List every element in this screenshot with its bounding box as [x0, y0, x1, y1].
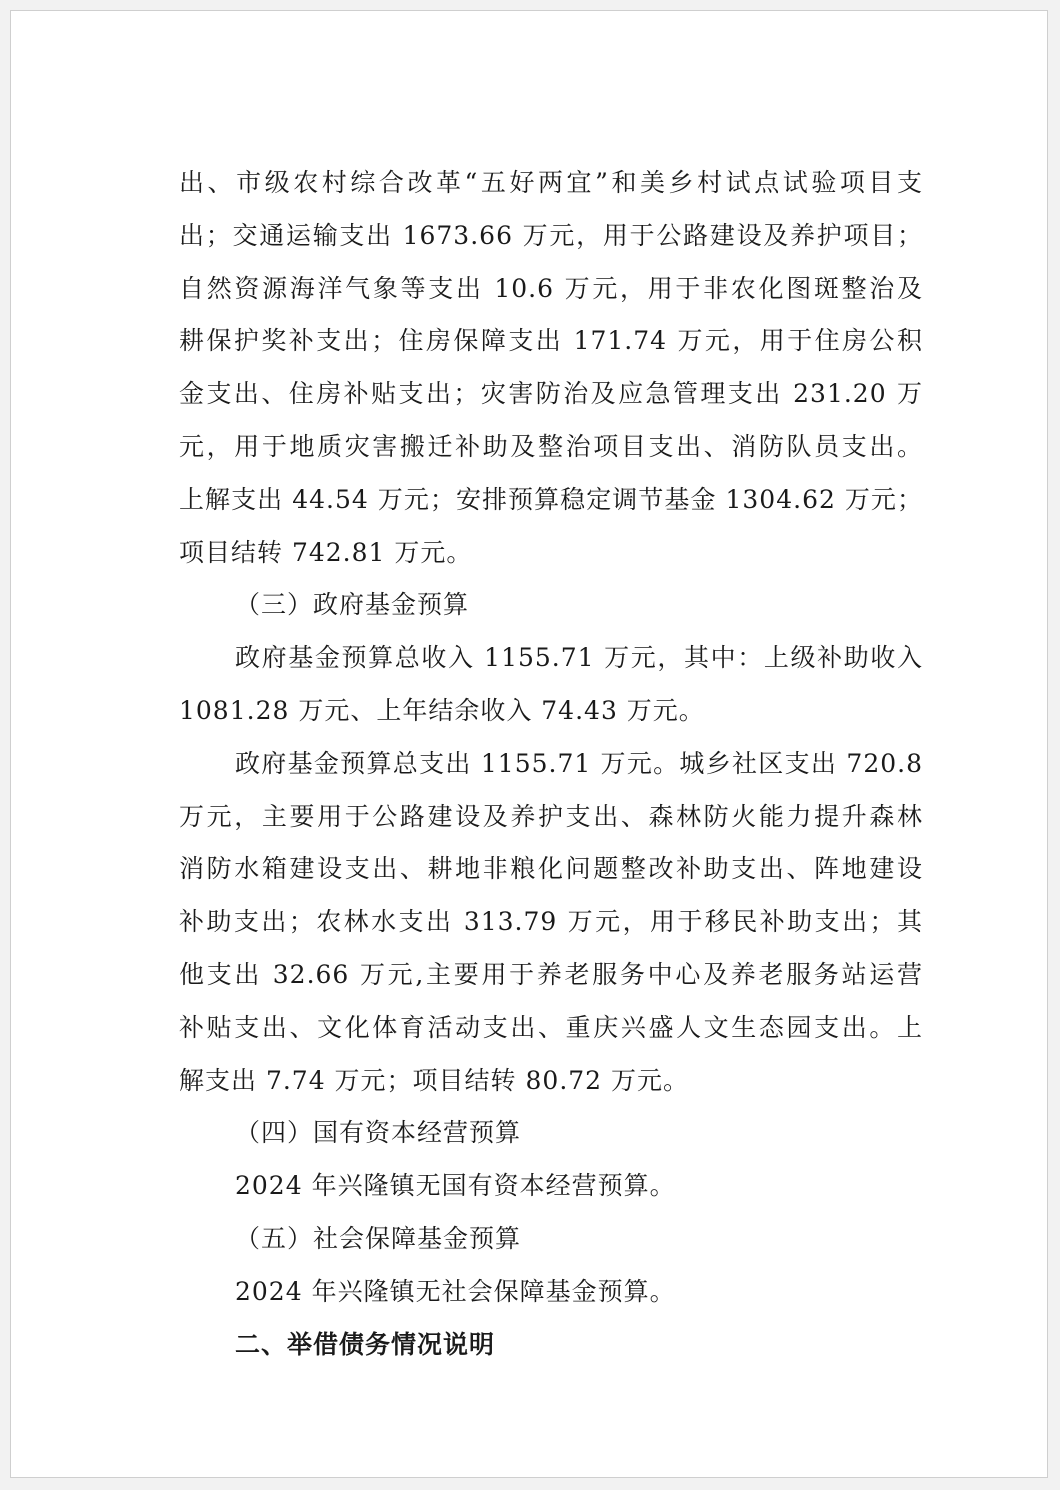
- text-line: 耕保护奖补支出；住房保障支出 171.74 万元，用于住房公积: [179, 326, 923, 356]
- document-body: [179, 157, 923, 1371]
- text-line: 金支出、住房补贴支出；灾害防治及应急管理支出 231.20 万: [179, 379, 923, 409]
- paragraph-general-budget-expenditure: [179, 157, 923, 579]
- paragraph-fund-revenue: [179, 632, 923, 738]
- section-heading-social-security-budget: （五）社会保障基金预算: [235, 1223, 522, 1253]
- text-line: 自然资源海洋气象等支出 10.6 万元，用于非农化图斑整治及: [179, 273, 923, 303]
- text-line: 上解支出 44.54 万元；安排预算稳定调节基金 1304.62 万元；: [179, 484, 923, 514]
- text-line: 他支出 32.66 万元,主要用于养老服务中心及养老服务站运营: [179, 959, 923, 989]
- text-line: 元，用于地质灾害搬迁补助及整治项目支出、消防队员支出。: [179, 431, 923, 461]
- text-line: 政府基金预算总支出 1155.71 万元。城乡社区支出 720.8: [235, 748, 923, 778]
- paragraph-social-security: 2024 年兴隆镇无社会保障基金预算。: [235, 1276, 676, 1306]
- text-line: 消防水箱建设支出、耕地非粮化问题整改补助支出、阵地建设: [179, 854, 923, 884]
- text-line: 万元，主要用于公路建设及养护支出、森林防火能力提升森林: [179, 801, 923, 831]
- text-line: 解支出 7.74 万元；项目结转 80.72 万元。: [179, 1065, 690, 1095]
- text-line: 政府基金预算总收入 1155.71 万元，其中：上级补助收入: [235, 643, 923, 673]
- text-line: 补贴支出、文化体育活动支出、重庆兴盛人文生态园支出。上: [179, 1012, 923, 1042]
- text-line: 补助支出；农林水支出 313.79 万元，用于移民补助支出；其: [179, 907, 923, 937]
- text-line: 出、市级农村综合改革“五好两宜”和美乡村试点试验项目支: [179, 168, 923, 197]
- paragraph-fund-expenditure: [179, 738, 923, 1108]
- document-page: [10, 10, 1048, 1478]
- paragraph-state-capital: 2024 年兴隆镇无国有资本经营预算。: [235, 1171, 676, 1201]
- text-line: 1081.28 万元、上年结余收入 74.43 万元。: [179, 695, 705, 725]
- text-line: 出；交通运输支出 1673.66 万元，用于公路建设及养护项目；: [179, 220, 923, 250]
- section-heading-state-capital-budget: （四）国有资本经营预算: [235, 1118, 522, 1148]
- section-heading-government-fund-budget: （三）政府基金预算: [235, 590, 470, 620]
- section-heading-debt-explanation: 二、举借债务情况说明: [235, 1329, 496, 1359]
- text-line: 项目结转 742.81 万元。: [179, 537, 473, 567]
